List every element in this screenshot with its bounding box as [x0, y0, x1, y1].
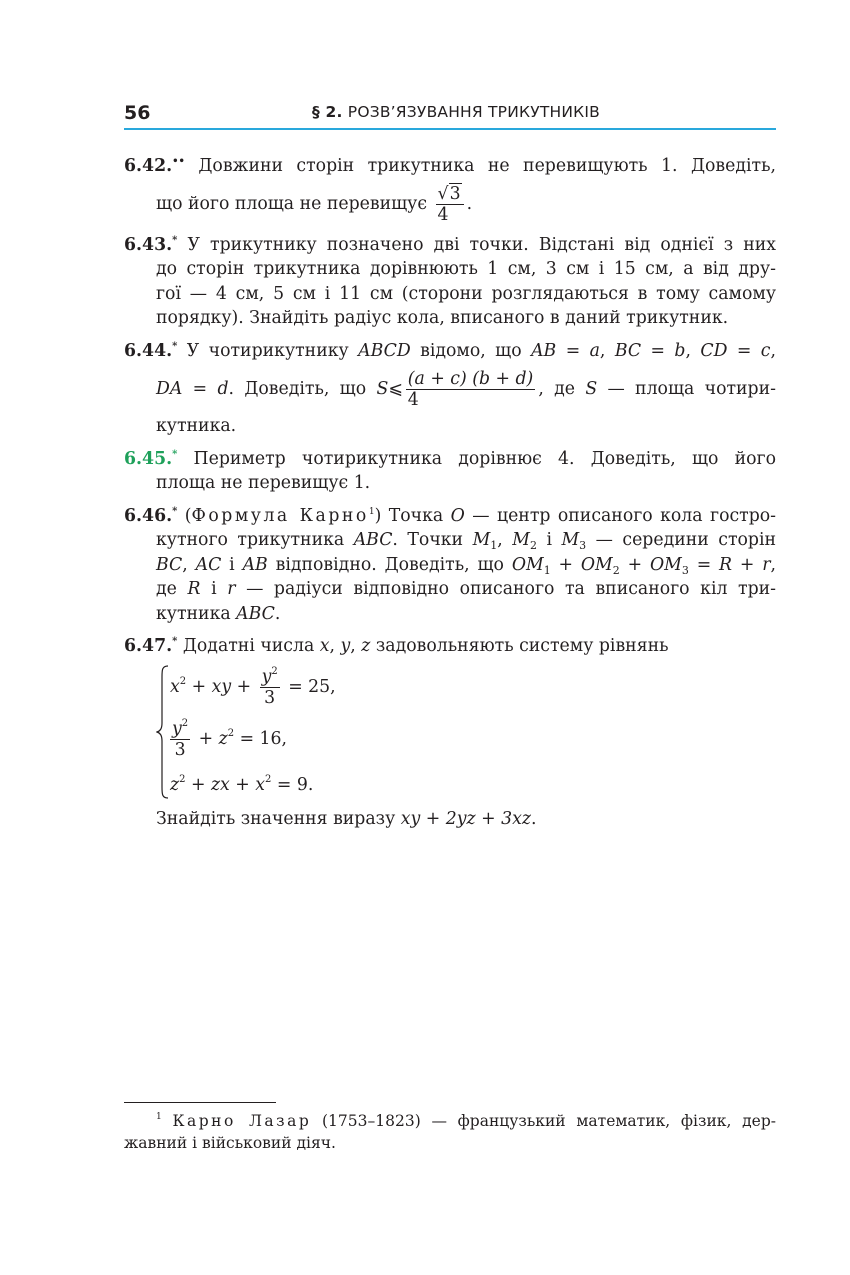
equation-1: $x^2$ + xy + $\frac{y^2}{3}$ = 25,: [170, 665, 336, 708]
problem-6-43: 6.43.* У трикутнику позначено дві точки. Відстані від однієї з них до сторін трикутника дорівнюють 1 см, 3 см і 15 см, а від дру- гої — 4 см, 5 см і 11 см (сторони розглядаються в тому самому порядку). Знайдіть радіус кола, вписаного в даний трикутник.: [124, 234, 777, 328]
problem-number: 6.42.: [124, 156, 173, 176]
problem-number: 6.44.: [124, 340, 173, 361]
problem-number: 6.43.: [124, 234, 173, 255]
problem-number: 6.46.: [124, 505, 173, 526]
problem-6-47: 6.47.* Додатні числа x, y, z задовольняють систему рівнянь $x^2$ + xy + $\frac{y^2}{3}$ = 25, $\frac{y^2}{3}$ + $z^2 = 16$, $z^2$ + zx + $x^2 = 9$. Знайдіть значення виразу xy + 2yz + 3xz.: [124, 630, 776, 831]
difficulty-mark: *: [172, 234, 178, 246]
difficulty-mark: ••: [172, 156, 185, 167]
footnote-rule: [124, 1102, 276, 1103]
term-name: Формула Карно: [191, 505, 369, 526]
page-header: [124, 98, 776, 130]
brace-symbol: [156, 665, 170, 799]
footnote-ref: 1: [368, 506, 375, 517]
problem-number: 6.45.: [124, 448, 173, 469]
section-mark: § 2.: [312, 103, 343, 121]
problem-6-44: 6.44.* У чотирикутнику ABCD відомо, що AB = a, BC = b, CD = c, DA = d. Доведіть, що S⩽ $\frac{(a + c) (b + d)}{4}$ , де S — площа чотири- кутника.: [124, 340, 776, 436]
footnote-name: Карно Лазар: [172, 1112, 312, 1130]
equation-3: $z^2$ + zx + $x^2 = 9$.: [170, 773, 314, 795]
equation-system: [156, 663, 776, 803]
header-rule: [124, 128, 776, 130]
difficulty-mark: *: [172, 448, 178, 460]
difficulty-mark: *: [172, 340, 178, 352]
difficulty-mark: *: [172, 505, 178, 517]
page-number: 56: [124, 102, 151, 124]
equation-2: $\frac{y^2}{3}$ + $z^2 = 16$,: [172, 717, 288, 760]
problem-6-46: 6.46.* (Формула Карно$^1$) Точка O — центр описаного кола гостро- кутного трикутника ABC. Точки $M_1$, $M_2$ і $M_3$ — середини сторін BC, AC і AB відповідно. Доведіть, що $OM_1 + OM_2 + OM_3 = R + r$, де R і r — радіуси відповідно описаного та вписаного кіл три- кутника ABC.: [124, 505, 777, 624]
footnote-mark: 1: [156, 1112, 162, 1122]
running-title: [312, 103, 600, 121]
problems-list: [124, 150, 776, 835]
fraction: $\frac{(a + c) (b + d)}{4}$: [407, 369, 534, 410]
section-title: РОЗВ’ЯЗУВАННЯ ТРИКУТНИКІВ: [347, 103, 600, 121]
problem-6-42: 6.42.•• Довжини сторін трикутника не перевищують 1. Доведіть, що його площа не перевищує $\frac{√3}{4}$ .: [124, 156, 776, 225]
footnote: $^1$ Карно Лазар (1753–1823) — французький математик, фізик, дер- жавний і військовий діяч.: [124, 1112, 776, 1152]
difficulty-mark: *: [172, 636, 178, 647]
problem-6-45: 6.45.* Периметр чотирикутника дорівнює 4. Доведіть, що його площа не перевищує 1.: [124, 448, 776, 493]
problem-number: 6.47.: [124, 636, 173, 656]
fraction: $\frac{√3}{4}$: [436, 184, 464, 225]
